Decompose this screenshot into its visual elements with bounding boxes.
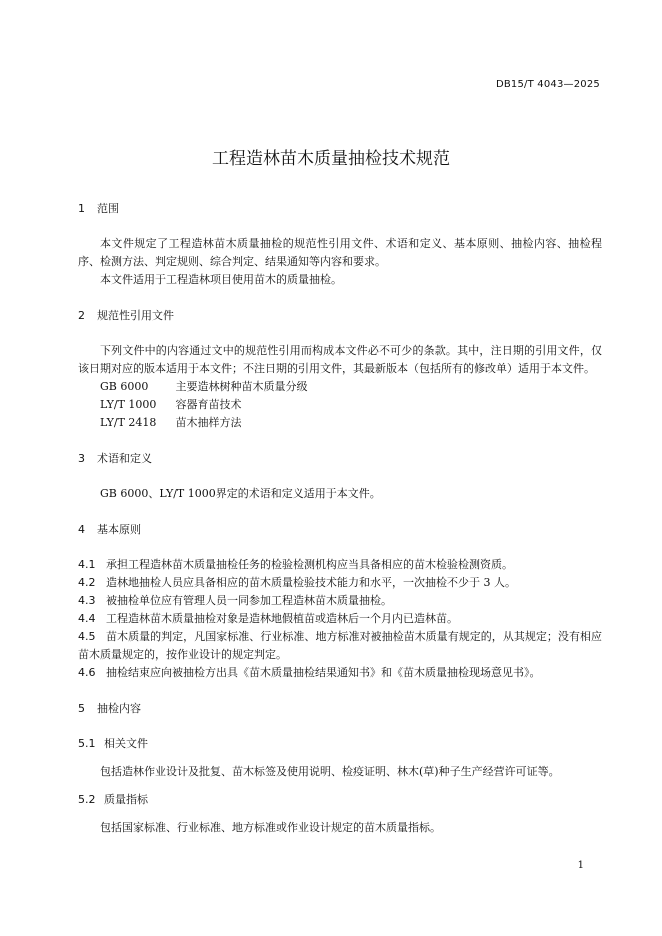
subsection-heading bbox=[78, 735, 602, 753]
clause-text: 苗木质量的判定，凡国家标准、行业标准、地方标准对被抽检苗木质量有规定的，从其规定；没有相应苗木质量规定的，按作业设计的规定判定。 bbox=[78, 630, 602, 661]
subsection-number: 5.2 bbox=[78, 793, 96, 806]
reference-title: 苗木抽样方法 bbox=[175, 416, 242, 429]
section-number: 5 bbox=[78, 702, 85, 715]
reference-code: LY/T 2418 bbox=[100, 416, 157, 429]
document-code: DB15/T 4043—2025 bbox=[495, 79, 600, 90]
reference-code: GB 6000 bbox=[100, 380, 149, 393]
paragraph: 包括造林作业设计及批复、苗木标签及使用说明、检疫证明、林木(草)种子生产经营许可证等。 bbox=[100, 765, 560, 778]
section-heading bbox=[78, 200, 602, 218]
clause-text: 造林地抽检人员应具备相应的苗木质量检验技术能力和水平，一次抽检不少于 3 人。 bbox=[106, 576, 516, 589]
clause-number: 4.6 bbox=[78, 666, 96, 679]
section-basic-principles bbox=[78, 521, 602, 682]
section-number: 2 bbox=[78, 309, 85, 322]
section-normative-references bbox=[78, 307, 602, 432]
reference-title: 容器育苗技术 bbox=[175, 398, 242, 411]
subsection-number: 5.1 bbox=[78, 737, 96, 750]
reference-code: LY/T 1000 bbox=[100, 398, 157, 411]
clause-number: 4.5 bbox=[78, 630, 96, 643]
paragraph: GB 6000、LY/T 1000界定的术语和定义适用于本文件。 bbox=[100, 487, 381, 500]
clause-number: 4.3 bbox=[78, 594, 96, 607]
section-terms bbox=[78, 450, 602, 503]
document-title: 工程造林苗木质量抽检技术规范 bbox=[212, 149, 450, 169]
section-number: 3 bbox=[78, 452, 85, 465]
paragraph: 下列文件中的内容通过文中的规范性引用而构成本文件必不可少的条款。其中，注日期的引用文件，仅该日期对应的版本适用于本文件；不注日期的引用文件，其最新版本（包括所有的修改单）适用于本文件。 bbox=[78, 344, 602, 375]
clause bbox=[78, 556, 602, 574]
clause-number: 4.2 bbox=[78, 576, 96, 589]
section-number: 1 bbox=[78, 202, 85, 215]
section-heading bbox=[78, 307, 602, 325]
document-body bbox=[78, 200, 602, 855]
clause bbox=[78, 628, 602, 664]
reference-title: 主要造林树种苗木质量分级 bbox=[175, 380, 308, 393]
reference-item bbox=[100, 414, 602, 432]
clause-text: 工程造林苗木质量抽检对象是造林地假植苗或造林后一个月内已造林苗。 bbox=[106, 612, 458, 625]
clause bbox=[78, 664, 602, 682]
section-heading bbox=[78, 700, 602, 718]
paragraph: 本文件适用于工程造林项目使用苗木的质量抽检。 bbox=[100, 273, 342, 286]
section-title: 基本原则 bbox=[97, 523, 141, 536]
clause bbox=[78, 592, 602, 610]
section-title: 规范性引用文件 bbox=[97, 309, 174, 322]
paragraph: 本文件规定了工程造林苗木质量抽检的规范性引用文件、术语和定义、基本原则、抽检内容、抽检程序、检测方法、判定规则、综合判定、结果通知等内容和要求。 bbox=[78, 237, 602, 268]
subsection-title: 质量指标 bbox=[104, 793, 148, 806]
subsection-heading bbox=[78, 791, 602, 809]
section-title: 术语和定义 bbox=[97, 452, 152, 465]
section-heading bbox=[78, 450, 602, 468]
page-number: 1 bbox=[577, 860, 584, 871]
section-number: 4 bbox=[78, 523, 85, 536]
section-title: 范围 bbox=[97, 202, 119, 215]
clause-number: 4.1 bbox=[78, 558, 96, 571]
paragraph: 包括国家标准、行业标准、地方标准或作业设计规定的苗木质量指标。 bbox=[100, 821, 441, 834]
section-title: 抽检内容 bbox=[97, 702, 141, 715]
clause bbox=[78, 574, 602, 592]
reference-item bbox=[100, 378, 602, 396]
clause-text: 抽检结束应向被抽检方出具《苗木质量抽检结果通知书》和《苗木质量抽检现场意见书》。 bbox=[106, 666, 541, 679]
clause-text: 承担工程造林苗木质量抽检任务的检验检测机构应当具备相应的苗木检验检测资质。 bbox=[106, 558, 513, 571]
section-scope bbox=[78, 200, 602, 289]
clause-number: 4.4 bbox=[78, 612, 96, 625]
section-heading bbox=[78, 521, 602, 539]
clause-text: 被抽检单位应有管理人员一同参加工程造林苗木质量抽检。 bbox=[106, 594, 392, 607]
section-inspection-content bbox=[78, 700, 602, 837]
subsection-title: 相关文件 bbox=[104, 737, 148, 750]
clause bbox=[78, 610, 602, 628]
reference-item bbox=[100, 396, 602, 414]
